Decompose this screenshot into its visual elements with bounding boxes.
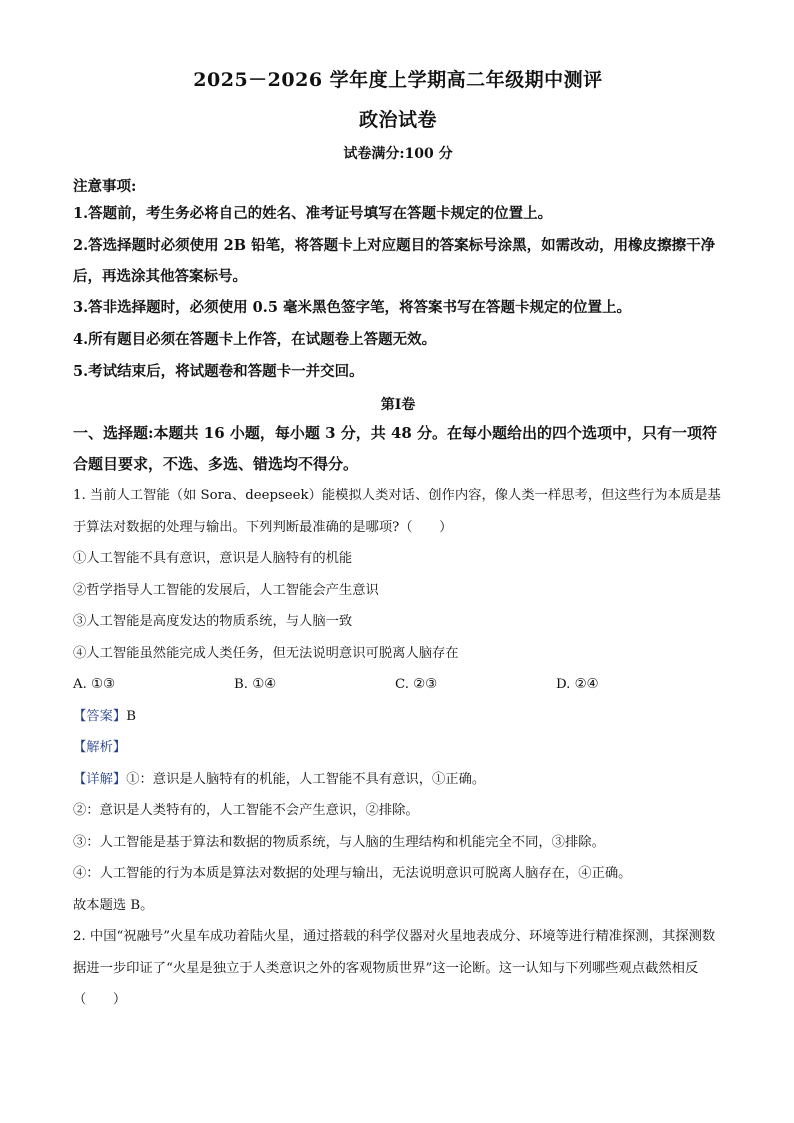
answer-line: [73, 701, 723, 733]
detail-line: [73, 764, 723, 796]
full-score: 试卷满分:100 分: [343, 146, 453, 162]
statement: ④人工智能虽然能完成人类任务，但无法说明意识可脱离人脑存在: [73, 645, 459, 661]
notice-heading: 注意事项:: [73, 178, 137, 195]
options-row: [73, 669, 723, 701]
detail-label: 【详解】: [73, 771, 127, 787]
question-2-stem: 2. 中国“祝融号”火星车成功着陆火星，通过搭载的科学仪器对火星地表成分、环境等进行精准探测，其探测数据进一步印证了“火星是独立于人类意识之外的客观物质世界”这一论断。这一认知与下列哪些观点截然相反（ ）: [73, 929, 716, 1007]
statement: ③人工智能是高度发达的物质系统，与人脑一致: [73, 614, 353, 629]
detail-line: ③：人工智能是基于算法和数据的物质系统，与人脑的生理结构和机能完全不同，③排除。: [73, 834, 605, 850]
answer-label: 【答案】: [73, 708, 127, 724]
detail-line: ②：意识是人类特有的，人工智能不会产生意识，②排除。: [73, 803, 419, 818]
detail-text: ①：意识是人脑特有的机能，人工智能不具有意识，①正确。: [126, 771, 486, 787]
question-1-stem: 1. 当前人工智能（如 Sora、deepseek）能模拟人类对话、创作内容，像人类一样思考，但这些行为本质是基于算法对数据的处理与输出。下列判断最准确的是哪项?（ ）: [73, 488, 721, 535]
notice-item: 5.考试结束后，将试题卷和答题卡一并交回。: [73, 363, 364, 380]
option-d: D. ②④: [556, 677, 599, 692]
detail-line: ④：人工智能的行为本质是算法对数据的处理与输出，无法说明意识可脱离人脑存在，④正确。: [73, 866, 632, 881]
answer-value: B: [126, 708, 136, 724]
statement: ①人工智能不具有意识，意识是人脑特有的机能: [73, 551, 353, 566]
notice-item: 1.答题前，考生务必将自己的姓名、准考证号填写在答题卡规定的位置上。: [73, 205, 553, 222]
analysis-label: 【解析】: [73, 740, 127, 755]
notice-item: 4.所有题目必须在答题卡上作答，在试题卷上答题无效。: [73, 331, 437, 348]
exam-page: [73, 66, 723, 1016]
option-b: B. ①④: [234, 677, 277, 692]
subject-title: 政治试卷: [358, 109, 437, 131]
conclusion: 故本题选 B。: [73, 897, 154, 913]
notice-item: 2.答选择题时必须使用 2B 铅笔，将答题卡上对应题目的答案标号涂黑，如需改动，用橡皮擦擦干净后，再选涂其他答案标号。: [73, 237, 716, 285]
volume-heading: 第Ⅰ卷: [380, 397, 416, 413]
part-heading: 一、选择题:本题共 16 小题，每小题 3 分，共 48 分。在每小题给出的四个选项中，只有一项符合题目要求，不选、多选、错选均不得分。: [73, 424, 718, 473]
notice-item: 3.答非选择题时，必须使用 0.5 毫米黑色签字笔，将答案书写在答题卡规定的位置上。: [73, 299, 631, 316]
exam-title: 2025－2026 学年度上学期高二年级期中测评: [193, 69, 603, 91]
option-a: A. ①③: [73, 677, 115, 692]
statement: ②哲学指导人工智能的发展后，人工智能会产生意识: [73, 582, 379, 598]
option-c: C. ②③: [395, 677, 437, 692]
